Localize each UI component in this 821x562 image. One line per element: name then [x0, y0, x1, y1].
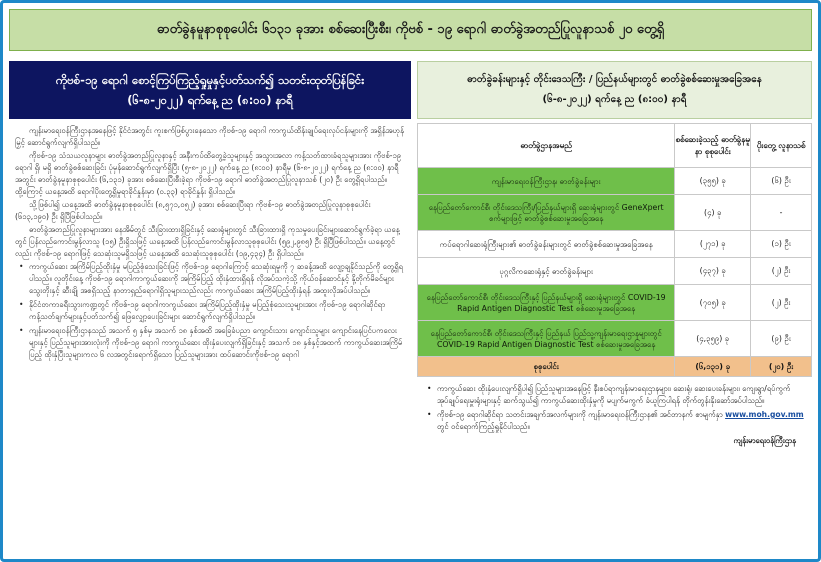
row-cases: (၁) ဦး [751, 231, 812, 258]
bullet-item: • ကျန်းမာရေးဝန်ကြီးဌာနသည် အသက် ၅ နှစ်မှ အသက် ၁၈ နှစ်အထိ အခြေခံပညာ ကျောင်းသား ကျောင်းသူများ ကျောင်းနေပြင်ပကလေးများနှင့် ပြည်သူများအားလုံးကို ကိုဗစ်-၁၉ ရောဂါ ကာကွယ်ဆေး ထိုးနှံပေးလျက်ရှိခြင်းနှင့် အသက် ၁၈ နှစ်နှင့်အထက် ကာကွယ်ဆေးအကြိမ်ပြည့် ထိုးနှံပြီးသူများကလ ၆ လအတွင်းရောက်ရှိသော ပြည်သူများအား ထပ်ဆောင်းကိုဗစ်-၁၉ ရောဂါ [29, 325, 405, 361]
note-item [437, 409, 806, 433]
left-column [9, 61, 411, 555]
row-tests: (၃၅၅) ခု [675, 168, 751, 195]
signature: ကျန်းမာရေးဝန်ကြီးဌာန [733, 436, 796, 445]
row-lab-name: နေပြည်တော်ကောင်စီ၊ တိုင်းဒေသကြီးနှင့် ပြည်နယ် ပြည်သူ့ကျန်းမာရေးဌာနများတွင် COVID-19 Rapid Antigen Diagnostic Test စစ်ဆေးမှုအခြေအနေ [418, 321, 675, 357]
total-tests: (၆,၁၃၁) ခု [675, 357, 751, 377]
left-heading-line2: (၆-၈-၂၀၂၂) ရက်နေ့ ည (၈:၀၀) နာရီ [127, 93, 293, 107]
row-tests: (၄၃၇) ခု [675, 258, 751, 285]
bullet-item: • ကာကွယ်ဆေး အကြိမ်ပြည့်ထိုးနှံမှု မပြည့်စုံသေးခြင်းဖြင့် ကိုဗစ်-၁၉ ရောဂါကြောင့် သေဆုံးရမှုကို ၇ ဆခန့်အထိ လျော့ချနိုင်သည်ကို တွေ့ရှိရပါသည်။ လူတိုင်းနေ့ ကိုဗစ်-၁၉ ရောဂါကာကွယ်ဆေးကို အကြိမ်ပြည့် ထိုးနှံထားရှိရန် လိုအပ်သကဲ့သို့ ကိုယ်ဝန်ဆောင်နှင့် နို့တိုက်မိခင်များ သွေးတိုးနှင့် ဆီးချို အစရှိသည့် နာတာရှည်ရောဂါရှိသူများသည်လည်း ကာကွယ်ဆေး အကြိမ်ပြည့်ထိုးနှံရန် အထူးလိုအပ်ပါသည်။ [29, 261, 405, 297]
row-tests: (၂၇၁) ခု [675, 231, 751, 258]
header-tests: စစ်ဆေးခဲ့သည့် ဓာတ်ခွဲနမူနာ စုစုပေါင်း [675, 124, 751, 168]
right-heading-line1: ဓာတ်ခွဲခန်းများနှင့် တိုင်းဒေသကြီး / ပြည်နယ်များတွင် ဓာတ်ခွဲစစ်ဆေးမှုအခြေအနေ [467, 74, 762, 85]
header-lab-name: ဓာတ်ခွဲဌာနအမည် [418, 124, 675, 168]
total-label: စုစုပေါင်း [418, 357, 675, 377]
lab-testing-table [417, 123, 812, 377]
notes-list [423, 383, 806, 433]
row-cases: (၂) ဦး [751, 285, 812, 321]
table-total-row [418, 357, 812, 377]
row-tests: (၄) ခု [675, 195, 751, 231]
notes-section [417, 377, 812, 447]
row-lab-name: နေပြည်တော်ကောင်စီ၊ တိုင်းဒေသကြီး/ပြည်နယ်များရှိ ဆေးရုံများတွင် GeneXpert စက်များဖြင့် ဓာတ်ခွဲစစ်ဆေးမှုအခြေအနေ [418, 195, 675, 231]
note-text: ကိုဗစ်-၁၉ ရောဂါဆိုင်ရာ သတင်းအချက်အလက်များကို ကျန်းမာရေးဝန်ကြီးဌာန၏ အင်တာနက် စာမျက်နှာ [437, 410, 723, 419]
left-bullet-list [15, 261, 405, 361]
headline-banner [9, 9, 812, 51]
right-heading-line2: (၆-၈-၂၀၂၂) ရက်နေ့ ည (၈:၀၀) နာရီ [542, 94, 687, 105]
header-cases: ပိုးတွေ့ လူနာသစ် [751, 124, 812, 168]
paragraph: ကိုဗစ်-၁၉ သံသယလူနာများ ဓာတ်ခွဲအတည်ပြုလူနာနှင့် အနီးကပ်ထိတွေ့ခဲ့သူများနှင့် အသွားအလာ ကန့်သတ်ထားခံရသူများအား ကိုဗစ်-၁၉ ရောဂါ ရှိ၊ မရှိ ဓာတ်ခွဲစစ်ဆေးခြင်း ပုံမှန်ဆောင်ရွက်လျက်ရှိပြီး (၅-၈-၂၀၂၂) ရက်နေ့ ည (၈:၀၀) နာရီမှ (၆-၈-၂၀၂၂) ရက်နေ့ ည (၈:၀၀) နာရီအတွင်း ဓာတ်ခွဲနမူနာစုစုပေါင်း (၆,၁၃၁) ခုအား စစ်ဆေးပြီးစီးခဲ့ရာ ကိုဗစ်-၁၉ ရောဂါ ဓာတ်ခွဲအတည်ပြုလူနာသစ် (၂၀) ဦး တွေ့ရှိရပါသည်။ ထို့ကြောင့် ယနေ့အထိ ရောဂါပိုးတွေ့ရှိမှုရာခိုင်နှုန်းမှာ (၀.၃၃) ရာခိုင်နှုန်း ရှိပါသည်။ [15, 151, 402, 196]
row-cases: (၂) ဦး [751, 258, 812, 285]
left-heading [9, 61, 411, 119]
left-body [9, 119, 411, 361]
note-suffix: တွင် ဝင်ရောက်ကြည့်ရှုနိုင်ပါသည်။ [437, 422, 530, 431]
table-row [418, 285, 812, 321]
row-tests: (၄,၃၅၉) ခု [675, 321, 751, 357]
paragraph: သို့ဖြစ်ပါ၍ ယနေ့အထိ ဓာတ်ခွဲနမူနာစုစုပေါင်း (၈,၅၇၁,၀၅၂) ခုအား စစ်ဆေးပြီးရာ ကိုဗစ်-၁၉ ဓာတ်ခွဲအတည်ပြုလူနာစုစုပေါင်း (၆၁၃,၁၉၀) ဦး ရှိပြီဖြစ်ပါသည်။ [15, 200, 371, 221]
total-cases: (၂၀) ဦး [751, 357, 812, 377]
row-tests: (၇၀၅) ခု [675, 285, 751, 321]
left-heading-line1: ကိုဗစ်-၁၉ ရောဂါ စောင့်ကြပ်ကြည့်ရှုမှုနှင့်ပတ်သက်၍ သတင်းထုတ်ပြန်ခြင်း [55, 73, 365, 87]
table-row [418, 168, 812, 195]
row-lab-name: ပုဂ္ဂလိကဆေးရုံနှင့် ဓာတ်ခွဲခန်းများ [418, 258, 675, 285]
table-row [418, 231, 812, 258]
row-lab-name: နေပြည်တော်ကောင်စီ၊ တိုင်းဒေသကြီးနှင့် ပြည်နယ်များရှိ ဆေးရုံများတွင် COVID-19 Rapid Antigen Diagnostic Test စစ်ဆေးမှုအခြေအနေ [418, 285, 675, 321]
row-cases: (၉) ဦး [751, 321, 812, 357]
table-header-row [418, 124, 812, 168]
table-row [418, 258, 812, 285]
right-heading [417, 61, 812, 119]
table-row [418, 321, 812, 357]
bullet-item: • နိုင်ငံတကာခရီးသွားကဏ္ဍတွင် ကိုဗစ်-၁၉ ရောဂါကာကွယ်ဆေး အကြိမ်ပြည့်ထိုးနှံမှု မပြည့်စုံသေးသူများအား ကိုဗစ်-၁၉ ရောဂါဆိုင်ရာ ကန့်သတ်ချက်များနှင့်ပတ်သက်၍ ဖြေလျှော့ပေးခြင်းများ ဆောင်ရွက်လျက်ရှိပါသည်။ [29, 299, 405, 323]
headline-title: ဓာတ်ခွဲနမူနာစုစုပေါင်း ၆၁၃၁ ခုအား စစ်ဆေးပြီးစီး၊ ကိုဗစ် - ၁၉ ရောဂါ ဓာတ်ခွဲအတည်ပြုလူနာသစ် ၂၀ တွေ့ရှိ [156, 21, 665, 37]
note-item: • ကာကွယ်ဆေး ထိုးနှံပေးလျက်ရှိပါ၍ ပြည်သူများအနေဖြင့် နီးစပ်ရာကျန်းမာရေးဌာနများ၊ ဆေးရုံ၊ ဆေးပေးခန်းများ၊ ကျေးရွာ/ရပ်ကွက်အုပ်ချုပ်ရေးမှူးရုံးများနှင့် ဆက်သွယ်၍ ကာကွယ်ဆေးထိုးနှံမှုကို မပျက်မကွက် ခံယူကြပါရန် တိုက်တွန်းနိုးဆော်အပ်ပါသည်။ [437, 383, 806, 407]
row-lab-name: ကျန်းမာရေးဝန်ကြီးဌာန၊ ဓာတ်ခွဲခန်းများ [418, 168, 675, 195]
paragraph: ကျန်းမာရေးဝန်ကြီးဌာနအနေဖြင့် နိုင်ငံအတွင်း ကူးစက်ဖြစ်ပွားနေသော ကိုဗစ်-၁၉ ရောဂါ ကာကွယ်ထိန်းချုပ်ရေးလုပ်ငန်းများကို အရှိန်အဟုန်မြှင့် ဆောင်ရွက်လျက်ရှိပါသည်။ [15, 126, 404, 147]
paragraph: ဓာတ်ခွဲအတည်ပြုလူနာများအား နေအိမ်တွင် သီးခြားထားရှိခြင်းနှင့် ဆေးရုံများတွင် သီးခြားထားရှိ ကုသမှုပေးခြင်းများဆောင်ရွက်ခဲ့ရာ ယနေ့တွင် ပြန်လည်ကောင်းမွန်လာသူ (၁၅) ဦးရှိသဖြင့် ယနေ့အထိ ပြန်လည်ကောင်းမွန်လာသူစုစုပေါင်း (၅၉၂,၉၈၅) ဦး ရှိပြီဖြစ်ပါသည်။ ယနေ့တွင်လည်း ကိုဗစ်-၁၉ ရောဂါဖြင့် သေဆုံးသူမရှိသဖြင့် ယနေ့အထိ သေဆုံးသူစုစုပေါင်း (၁၉,၄၃၄) ဦး ရှိပါသည်။ [15, 225, 400, 258]
table-row [418, 195, 812, 231]
row-cases: - [751, 195, 812, 231]
ministry-website-link[interactable]: www.moh.gov.mm [725, 410, 804, 419]
right-column [417, 61, 812, 555]
row-lab-name: ကပ်ရောဂါဆေးရုံကြီးများ၏ ဓာတ်ခွဲခန်းများတွင် ဓာတ်ခွဲစစ်ဆေးမှုအခြေအနေ [418, 231, 675, 258]
row-cases: (၆) ဦး [751, 168, 812, 195]
